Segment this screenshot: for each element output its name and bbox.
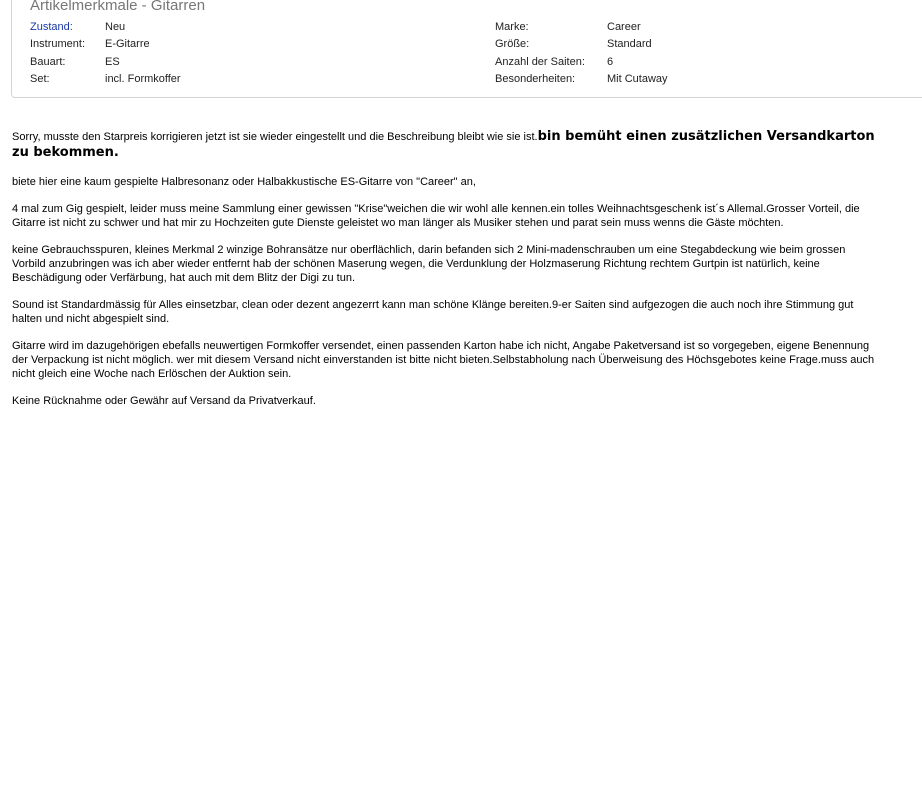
- description-paragraph: Sound ist Standardmässig für Alles einsetzbar, clean oder dezent angezerrt kann man schöne Klänge bereiten.9-er Saiten sind aufgezogen die auch noch ihre Stimmung gut halten und nicht abgespielt sind.: [12, 299, 854, 325]
- item-specifics-title: Artikelmerkmale - Gitarren: [30, 0, 206, 14]
- spec-label-features: Besonderheiten:: [495, 73, 576, 85]
- spec-value-features: Mit Cutaway: [607, 73, 668, 85]
- description-intro-bold: bin bemüht einen zusätzlichen Versandkarton zu bekommen.: [12, 129, 875, 160]
- spec-value-strings: 6: [607, 56, 614, 68]
- spec-label-strings: Anzahl der Saiten:: [495, 56, 585, 68]
- spec-label-type: Bauart:: [30, 56, 66, 68]
- spec-label-set: Set:: [30, 73, 50, 85]
- spec-label-condition[interactable]: Zustand:: [30, 21, 73, 33]
- description-paragraph: biete hier eine kaum gespielte Halbresonanz oder Halbakkustische ES-Gitarre von "Career" an,: [12, 176, 476, 188]
- description-paragraph: 4 mal zum Gig gespielt, leider muss meine Sammlung einer gewissen "Krise"weichen die wir wohl alle kennen.ein tolles Weihnachtsgeschenk ist´s Allemal.Grosser Vorteil, die Gitarre ist nicht zu schwer und hat mir zu Hochzeiten gute Dienste geleistet wo man länger als Musiker stehen und parat sein muss wenns die Gäste möchten.: [12, 203, 860, 230]
- item-description: [12, 129, 882, 423]
- spec-label-instrument: Instrument:: [30, 38, 86, 50]
- description-intro-text: Sorry, musste den Starpreis korrigieren jetzt ist sie wieder eingestellt und die Beschreibung bleibt wie sie ist.: [12, 131, 538, 143]
- spec-label-brand: Marke:: [495, 21, 529, 33]
- spec-value-brand: Career: [607, 21, 641, 33]
- spec-value-instrument: E-Gitarre: [105, 38, 150, 50]
- description-paragraph: Gitarre wird im dazugehörigen ebefalls neuwertigen Formkoffer versendet, einen passenden Karton habe ich nicht, Angabe Paketversand ist so vorgegeben, eigene Benennung der Verpackung ist nicht möglich. wer mit diesem Versand nicht einverstanden ist bitte nicht bieten.Selbstabholung nach Überweisung des Höchsgebotes keine Frage.muss auch nicht gleich eine Woche nach Erlöschen der Auktion sein.: [12, 340, 875, 380]
- spec-value-set: incl. Formkoffer: [105, 73, 181, 85]
- description-paragraph: Keine Rücknahme oder Gewähr auf Versand da Privatverkauf.: [12, 395, 316, 408]
- spec-value-type: ES: [105, 56, 120, 68]
- spec-value-size: Standard: [607, 38, 652, 50]
- description-paragraph: keine Gebrauchsspuren, kleines Merkmal 2 winzige Bohransätze nur oberflächlich, darin befanden sich 2 Mini-madenschrauben um eine Stegabdeckung wie beim grossen Vorbild anzubringen was ich aber wieder entfernt hab der schönen Maserung wegen, die Verdunklung der Holzmaserung Richtung rechtem Gurtpin ist natürlich, keine Beschädigung oder Verfärbung, hat auch mit dem Blitz der Digi zu tun.: [12, 244, 846, 284]
- description-intro: [12, 129, 882, 161]
- spec-value-condition: Neu: [105, 21, 126, 33]
- spec-label-size: Größe:: [495, 38, 530, 50]
